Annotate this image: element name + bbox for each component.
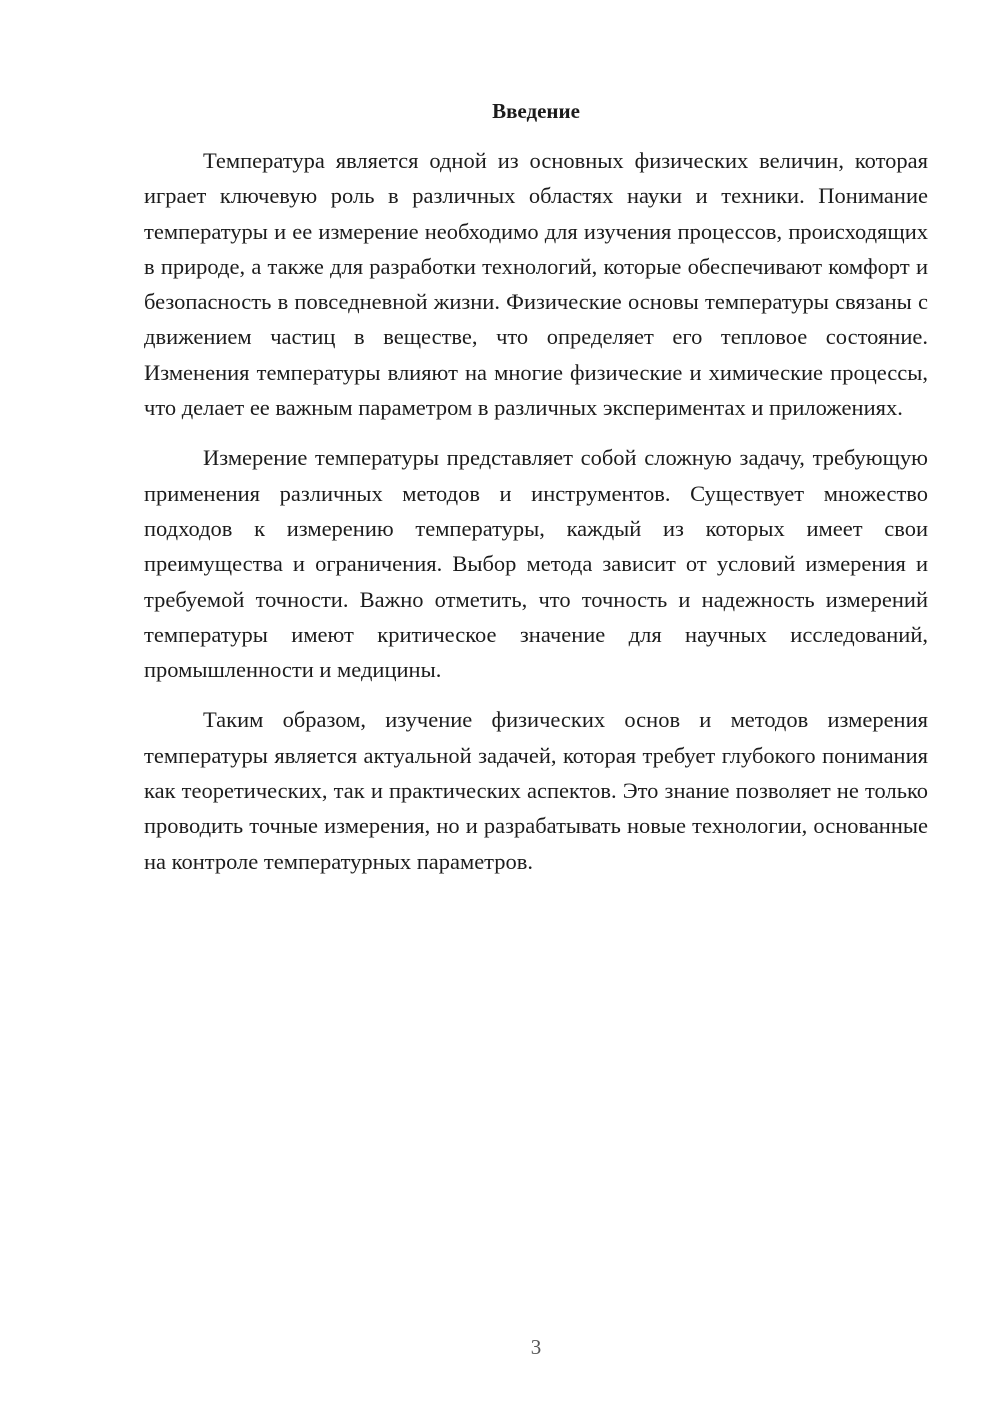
paragraph-1: Температура является одной из основных физических величин, которая играет ключевую роль в различных областях науки и техники. Понимание температуры и ее измерение необходимо для изучения процессов, происходящих в природе, а также для разработки технологий, которые обеспечивают комфорт и безопасность в повседневной жизни. Физические основы температуры связаны с движением частиц в веществе, что определяет его тепловое состояние. Изменения температуры влияют на многие физические и химические процессы, что делает ее важным параметром в различных экспериментах и приложениях. [144, 148, 928, 421]
page-number: 3 [530, 1335, 542, 1359]
paragraph-3: Таким образом, изучение физических основ и методов измерения температуры является актуальной задачей, которая требует глубокого понимания как теоретических, так и практических аспектов. Это знание позволяет не только проводить точные измерения, но и разрабатывать новые технологии, основанные на контроле температурных параметров. [144, 707, 928, 874]
body-text [144, 143, 928, 894]
section-heading: Введение [492, 99, 580, 123]
paragraph-2: Измерение температуры представляет собой сложную задачу, требующую применения различных методов и инструментов. Существует множество подходов к измерению температуры, каждый из которых имеет свои преимущества и ограничения. Выбор метода зависит от условий измерения и требуемой точности. Важно отметить, что точность и надежность измерений температуры имеют критическое значение для научных исследований, промышленности и медицины. [144, 445, 928, 683]
